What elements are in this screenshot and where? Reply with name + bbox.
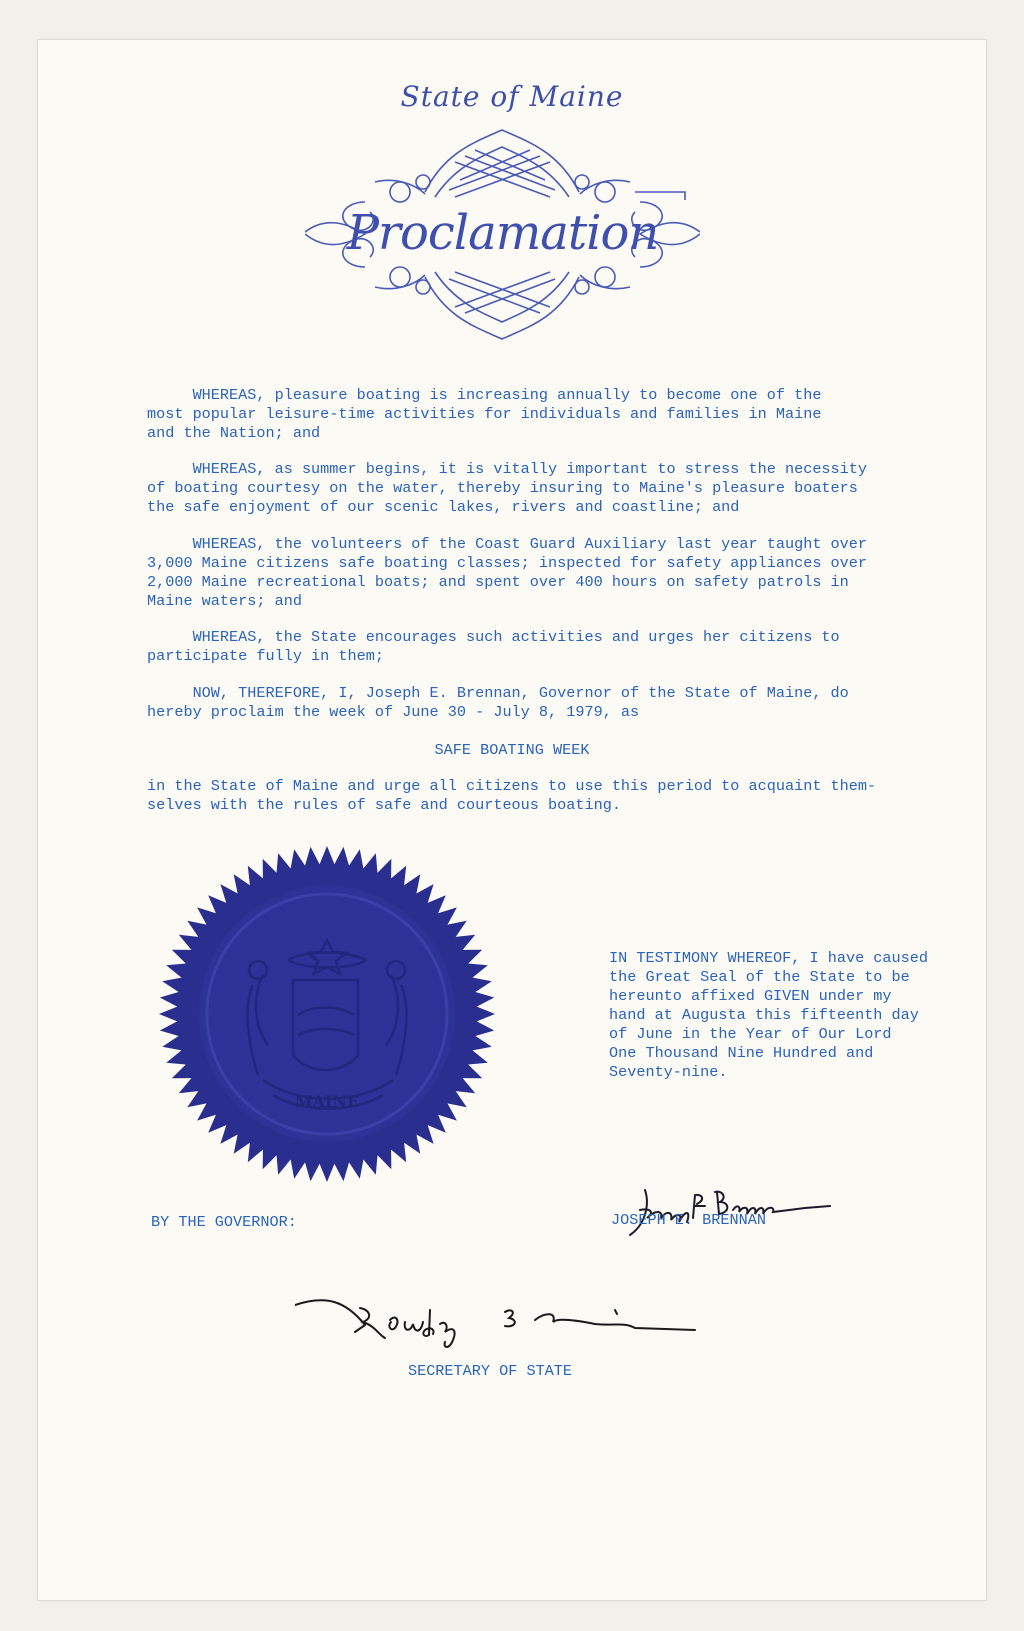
- closing-paragraph: in the State of Maine and urge all citizens to use this period to acquaint them- selves with the rules of safe and courteous boating.: [147, 777, 877, 814]
- proclaimed-week-title: SAFE BOATING WEEK: [434, 741, 590, 759]
- governor-name: JOSEPH E. BRENNAN: [611, 1211, 766, 1229]
- state-heading: State of Maine: [400, 80, 624, 113]
- by-governor-label: BY THE GOVERNOR:: [151, 1213, 297, 1231]
- seal-inscription: MAINE: [294, 1092, 360, 1111]
- whereas-paragraph-2: WHEREAS, as summer begins, it is vitally important to stress the necessity of boating courtesy on the water, thereby insuring to Maine's pleasure boaters the safe enjoyment of our scenic lakes, rivers and coastline; and: [147, 460, 868, 516]
- whereas-paragraph-4: WHEREAS, the State encourages such activities and urges her citizens to participate fully in them;: [147, 628, 840, 665]
- secretary-of-state-title: SECRETARY OF STATE: [407, 1362, 573, 1380]
- governor-signature: [625, 1180, 845, 1240]
- great-seal-of-maine: [158, 845, 496, 1183]
- testimony-paragraph: IN TESTIMONY WHEREOF, I have caused the Great Seal of the State to be hereunto affixed GIVEN under my hand at Augusta this fifteenth day of June in the Year of Our Lord One Thousand Nine Hundred and Seventy-nine.: [609, 949, 928, 1081]
- secretary-of-state-signature: [295, 1290, 720, 1360]
- whereas-paragraph-3: WHEREAS, the volunteers of the Coast Guard Auxiliary last year taught over 3,000 Maine citizens safe boating classes; inspected for safety appliances over 2,000 Maine recreational boats; and spent over 400 hours on safety patrols in Maine waters; and: [147, 535, 868, 610]
- therefore-paragraph: NOW, THEREFORE, I, Joseph E. Brennan, Governor of the State of Maine, do hereby proclaim the week of June 30 - July 8, 1979, as: [147, 684, 849, 721]
- proclamation-title: Proclamation: [346, 205, 659, 261]
- whereas-paragraph-1: WHEREAS, pleasure boating is increasing annually to become one of the most popular leisure-time activities for individuals and families in Maine and the Nation; and: [147, 386, 822, 442]
